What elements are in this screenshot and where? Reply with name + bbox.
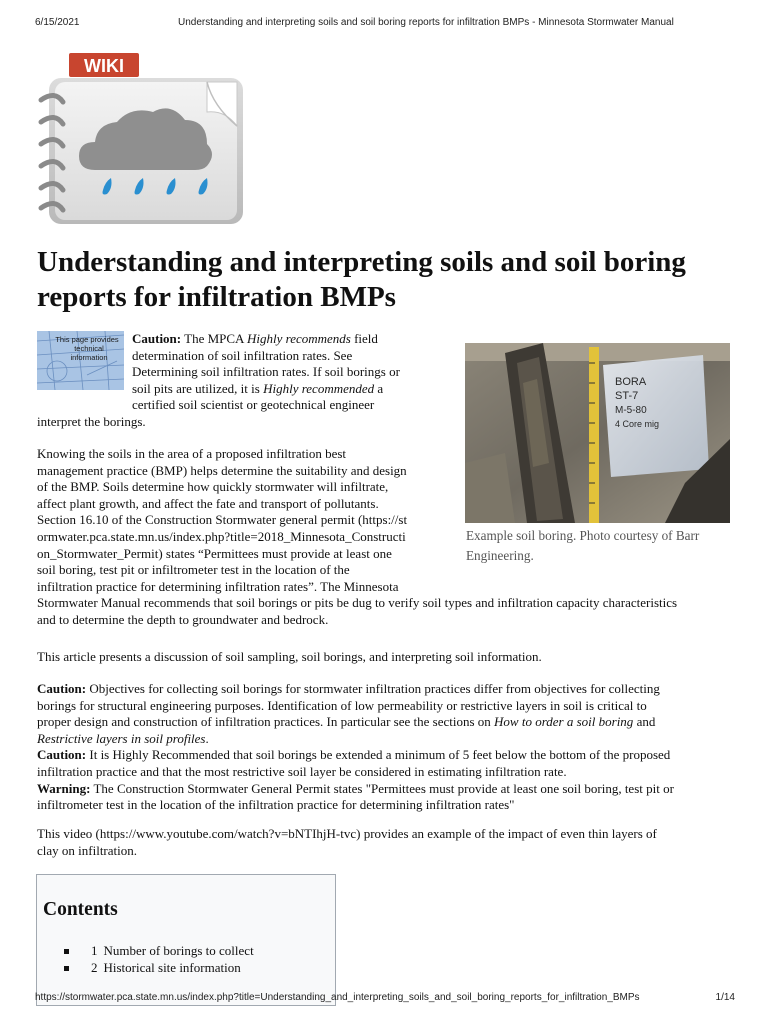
bullet-icon xyxy=(64,966,69,971)
bag-label-1: BORA xyxy=(615,376,647,388)
toc-title: Contents xyxy=(43,899,118,920)
print-url: https://stormwater.pca.state.mn.us/index.php?title=Understanding_and_interpreting_soils_and_soil_boring_reports_for_infiltration_BMPs xyxy=(35,992,640,1003)
caution-block: Caution: The MPCA Highly recommends field determination of soil infiltration rates. See Determining soil infiltration rates. If soil borings or soil pits are utilized, it is Highly recommended a certified soil scientist or geotechnical engineer interpret the borings. xyxy=(37,331,400,429)
thumbnail-label-3: information xyxy=(70,353,108,362)
print-title: Understanding and interpreting soils and soil boring reports for infiltration BMPs - Minnesota Stormwater Manual xyxy=(178,17,674,28)
wiki-badge-text: WIKI xyxy=(84,56,124,76)
thumbnail-label-2: technical xyxy=(74,344,104,353)
bag-label-2: ST-7 xyxy=(615,390,639,402)
video-paragraph: This video (https://www.youtube.com/watch?v=bNTIhjH-tvc) provides an example of the impact of even thin layers of clay on infiltration. xyxy=(37,826,657,858)
page-number: 1/14 xyxy=(715,992,735,1003)
toc-list xyxy=(37,943,254,976)
print-header xyxy=(35,17,735,31)
intro-paragraph: Knowing the soils in the area of a proposed infiltration best management practice (BMP) helps determine the suitability and design of the BMP. Soils determine how quickly stormwater will infiltrate, affect plant growth, and affect the fate and transport of pollutants. Section 16.10 of the Construction Stormwater general permit (https://st ormwater.pca.state.mn.us/index.php?title=2018_Minnesota_Constructi on_Stormwater_Permit) states “Permittees must provide at least one soil boring, test pit or infiltrometer test in the location of the infiltration practice for determining infiltration rates”. The Minnesota Stormwater Manual recommends that soil borings or pits be dug to verify soil types and infiltration capacity characteristics and to determine the depth to groundwater and bedrock. xyxy=(37,446,678,627)
page-title: Understanding and interpreting soils and soil boring reports for infiltration BMPs xyxy=(37,246,686,313)
wiki-logo[interactable] xyxy=(35,50,247,228)
bag-label-3: M-5-80 xyxy=(615,405,647,416)
caution-objectives: Caution: Objectives for collecting soil borings for stormwater infiltration practices differ from objectives for collecting borings for structural engineering purposes. Identification of low permeability or restrictive layers in soil is critical to proper design and construction of infiltration practices. In particular see the sections on How to order a soil boring and Restrictive layers in soil profiles. Caution: It is Highly Recommended that soil borings be extended a minimum of 5 feet below the bottom of the proposed infiltration practice and that the most restrictive soil layer be considered in estimating infiltration rate. Warning: The Construction Stormwater General Permit states "Permittees must provide at least one soil boring, test pit or infiltrometer test in the location of the infiltration practice for determining infiltration rates" xyxy=(37,681,674,813)
bullet-icon xyxy=(64,949,69,954)
print-date: 6/15/2021 xyxy=(35,17,80,28)
link-restrictive-layers[interactable]: Restrictive layers in soil profiles xyxy=(37,730,206,746)
photo-caption: Example soil boring. Photo courtesy of Barr Engineering. xyxy=(466,528,700,563)
toc-item-number-of-borings[interactable]: 1 Number of borings to collect xyxy=(37,943,254,960)
link-how-to-order[interactable]: How to order a soil boring xyxy=(494,714,634,730)
bag-label-4: 4 Core mig xyxy=(615,419,660,429)
thumbnail-label-1: This page provides xyxy=(55,335,119,344)
table-of-contents xyxy=(36,874,336,1006)
toc-item-historical-site-info[interactable]: 2 Historical site information xyxy=(37,960,254,977)
article-summary: This article presents a discussion of soil sampling, soil borings, and interpreting soil information. xyxy=(37,649,542,664)
notebook-cloud-icon xyxy=(35,50,247,228)
